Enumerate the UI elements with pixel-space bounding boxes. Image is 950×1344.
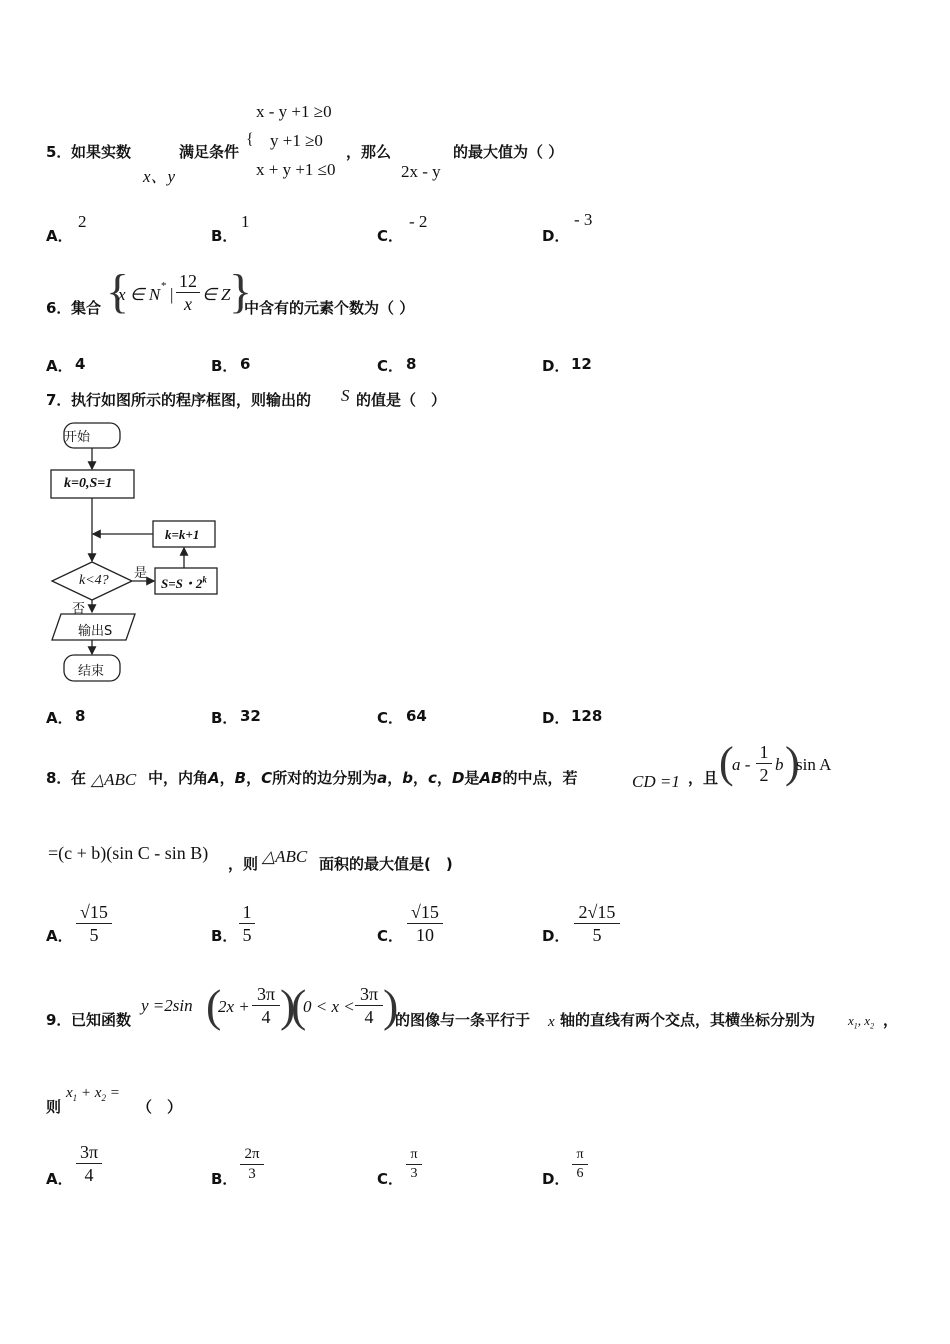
option-c-value bbox=[407, 901, 443, 946]
option-d-value: 128 bbox=[571, 707, 603, 725]
brace: { bbox=[246, 131, 254, 148]
x-axis-variable: x bbox=[548, 1014, 555, 1030]
fraction-denominator: 2 bbox=[759, 765, 769, 785]
text-segment: 是 bbox=[464, 769, 480, 787]
segment-ab: AB bbox=[479, 769, 503, 787]
separator: ， bbox=[246, 769, 262, 787]
separator: ， bbox=[413, 769, 429, 787]
option-d-value bbox=[574, 901, 620, 946]
fraction-denominator: 3 bbox=[248, 1166, 256, 1182]
objective-expression: 2x - y bbox=[401, 162, 441, 181]
option-a-value bbox=[76, 901, 112, 946]
flow-start-text: 开始 bbox=[64, 430, 91, 445]
option-a-label[interactable]: A． bbox=[46, 357, 73, 375]
option-b-label[interactable]: B． bbox=[211, 927, 238, 945]
fraction-numerator: √15 bbox=[407, 901, 443, 924]
fraction-numerator: √15 bbox=[76, 901, 112, 924]
fraction-numerator: 2√15 bbox=[574, 901, 620, 924]
question-text: 面积的最大值是( ) bbox=[319, 855, 453, 873]
angle-a: A bbox=[208, 769, 220, 787]
option-d-label[interactable]: D． bbox=[542, 927, 570, 945]
variables: x、y bbox=[143, 167, 176, 186]
option-a-value: 4 bbox=[75, 355, 86, 373]
right-paren: ) bbox=[280, 980, 296, 1031]
question-text: 的最大值为（ ） bbox=[453, 143, 564, 161]
triangle-abc: △ABC bbox=[262, 847, 308, 866]
fraction-denominator: x bbox=[184, 294, 192, 314]
domain-fraction bbox=[355, 983, 383, 1028]
set-fraction bbox=[176, 270, 200, 315]
angle-b: B bbox=[234, 769, 247, 787]
set-condition: ∈ Z bbox=[202, 285, 231, 304]
fraction-numerator: π bbox=[406, 1146, 422, 1165]
x2-symbol: , x bbox=[857, 1013, 871, 1028]
angle-c: C bbox=[261, 769, 273, 787]
flow-yes-label: 是 bbox=[134, 566, 148, 581]
set-element: x ∈ N bbox=[118, 285, 161, 304]
question-number: 8． bbox=[46, 769, 72, 787]
flow-init-text: k=0,S=1 bbox=[64, 476, 113, 491]
triangle-abc: △ABC bbox=[91, 770, 137, 789]
equation-line-2: =(c + b)(sin C - sin B) bbox=[48, 843, 209, 863]
question-number: 6． bbox=[46, 299, 72, 317]
right-paren: ) bbox=[785, 738, 800, 787]
fraction-denominator: 6 bbox=[576, 1166, 584, 1181]
fraction-numerator: 1 bbox=[756, 741, 772, 764]
set-right-brace: } bbox=[229, 265, 253, 318]
question-number: 7． bbox=[46, 391, 72, 409]
expr-b: b bbox=[775, 755, 784, 774]
option-c-label[interactable]: C． bbox=[377, 227, 404, 245]
option-b-value bbox=[240, 1145, 264, 1184]
point-d: D bbox=[451, 769, 465, 787]
fraction-denominator: 5 bbox=[592, 925, 602, 945]
set-left-brace: { bbox=[106, 265, 130, 318]
separator: ， bbox=[436, 769, 452, 787]
option-a-label[interactable]: A． bbox=[46, 709, 73, 727]
flow-body-text bbox=[161, 573, 207, 592]
separator: ， bbox=[219, 769, 235, 787]
set-superscript: * bbox=[161, 280, 167, 292]
separator: ， bbox=[387, 769, 403, 787]
condition-1: x - y +1 ≥0 bbox=[256, 102, 332, 121]
option-d-label[interactable]: D． bbox=[542, 357, 570, 375]
question-text: 如果实数 bbox=[71, 143, 132, 161]
question-text: ，那么 bbox=[346, 143, 392, 161]
fraction-denominator: 3 bbox=[410, 1166, 418, 1181]
equals: = bbox=[105, 1085, 120, 1101]
question-text bbox=[148, 767, 577, 788]
side-c: c bbox=[428, 769, 437, 787]
fraction-denominator: 4 bbox=[84, 1165, 94, 1185]
argument-fraction bbox=[252, 983, 280, 1028]
sin-a: sin A bbox=[796, 755, 832, 774]
option-b-label[interactable]: B． bbox=[211, 227, 238, 245]
option-d-label[interactable]: D． bbox=[542, 709, 570, 727]
flow-end-text: 结束 bbox=[78, 664, 105, 679]
option-a-value: 8 bbox=[75, 707, 86, 725]
question-text: ，且 bbox=[688, 769, 719, 787]
text-segment: 所对的边分别为 bbox=[272, 769, 378, 787]
half-fraction bbox=[756, 741, 772, 786]
domain-left: 0 < x < bbox=[303, 997, 355, 1016]
flow-update-text: k=k+1 bbox=[165, 527, 200, 542]
expr-a: a - bbox=[732, 755, 751, 774]
option-b-label[interactable]: B． bbox=[211, 709, 238, 727]
option-b-value bbox=[239, 901, 255, 946]
text-segment: 的中点，若 bbox=[502, 769, 578, 787]
argument-left: 2x + bbox=[218, 997, 250, 1016]
option-d-label[interactable]: D． bbox=[542, 1170, 570, 1188]
option-d-label[interactable]: D． bbox=[542, 227, 570, 245]
option-b-value: 1 bbox=[241, 212, 250, 231]
flow-condition-text: k<4? bbox=[79, 573, 109, 588]
condition-3: x + y +1 ≤0 bbox=[256, 160, 336, 179]
option-d-value: 12 bbox=[571, 355, 592, 373]
question-text: 轴的直线有两个交点，其横坐标分别为 bbox=[560, 1011, 816, 1029]
question-text: 在 bbox=[71, 769, 87, 787]
question-text: 执行如图所示的程序框图，则输出的 bbox=[71, 391, 312, 409]
flow-output-text: 输出S bbox=[78, 624, 113, 639]
option-a-label[interactable]: A． bbox=[46, 927, 73, 945]
question-text: 满足条件 bbox=[179, 143, 240, 161]
fraction-numerator: π bbox=[572, 1146, 588, 1165]
option-c-value bbox=[406, 1146, 422, 1183]
plus-x2: + x bbox=[77, 1085, 102, 1101]
question-number: 9． bbox=[46, 1011, 72, 1029]
option-b-value: 6 bbox=[240, 355, 251, 373]
fraction-numerator: 3π bbox=[355, 983, 383, 1006]
flow-body-main: S=S・2 bbox=[161, 576, 203, 591]
question-text: 已知函数 bbox=[71, 1011, 132, 1029]
question-text: 中含有的元素个数为（ ） bbox=[244, 299, 415, 317]
x1-x2 bbox=[848, 1013, 874, 1031]
option-b-label[interactable]: B． bbox=[211, 357, 238, 375]
subscript-2: 2 bbox=[101, 1093, 106, 1103]
left-paren: ( bbox=[291, 980, 307, 1031]
side-a: a bbox=[377, 769, 388, 787]
sum-expression bbox=[66, 1085, 120, 1103]
subscript-2: 2 bbox=[870, 1021, 875, 1031]
question-text: ，则 bbox=[228, 855, 259, 873]
fraction-denominator: 5 bbox=[242, 925, 252, 945]
fraction-denominator: 4 bbox=[364, 1007, 374, 1027]
fraction-numerator: 12 bbox=[176, 270, 200, 293]
fraction-denominator: 4 bbox=[261, 1007, 271, 1027]
option-c-label[interactable]: C． bbox=[377, 709, 404, 727]
option-d-value bbox=[572, 1146, 588, 1183]
side-b: b bbox=[402, 769, 414, 787]
option-c-value: 64 bbox=[406, 707, 427, 725]
question-text: 的图像与一条平行于 bbox=[395, 1011, 531, 1029]
fraction-numerator: 1 bbox=[239, 901, 255, 924]
fraction-denominator: 5 bbox=[89, 925, 99, 945]
subscript-1: 1 bbox=[72, 1093, 78, 1103]
option-c-label[interactable]: C． bbox=[377, 357, 404, 375]
option-a-value: 2 bbox=[78, 212, 87, 231]
function-head: y =2sin bbox=[141, 996, 193, 1015]
right-paren: ) bbox=[383, 980, 399, 1031]
output-variable: S bbox=[341, 386, 350, 405]
option-c-label[interactable]: C． bbox=[377, 927, 404, 945]
x1-symbol: x bbox=[66, 1085, 73, 1101]
option-a-label[interactable]: A． bbox=[46, 1170, 73, 1188]
option-a-label[interactable]: A． bbox=[46, 227, 73, 245]
option-a-value bbox=[76, 1141, 102, 1186]
option-c-label[interactable]: C． bbox=[377, 1170, 404, 1188]
question-text: 集合 bbox=[71, 299, 102, 317]
x1-symbol: x bbox=[848, 1013, 854, 1028]
question-text: 则 bbox=[46, 1098, 62, 1116]
left-paren: ( bbox=[719, 738, 734, 787]
question-number: 5． bbox=[46, 143, 72, 161]
set-bar: | bbox=[170, 285, 174, 304]
cd-condition: CD =1 bbox=[632, 772, 680, 791]
option-c-value: 8 bbox=[406, 355, 417, 373]
option-b-value: 32 bbox=[240, 707, 261, 725]
flowchart bbox=[40, 418, 240, 688]
option-b-label[interactable]: B． bbox=[211, 1170, 238, 1188]
option-d-value: - 3 bbox=[574, 210, 593, 229]
fraction-numerator: 3π bbox=[76, 1141, 102, 1164]
question-text: （ ） bbox=[137, 1098, 183, 1116]
fraction-numerator: 2π bbox=[240, 1145, 264, 1165]
condition-2: y +1 ≥0 bbox=[270, 131, 323, 150]
left-paren: ( bbox=[206, 980, 222, 1031]
option-c-value: - 2 bbox=[409, 212, 428, 231]
question-text: 的值是（ ） bbox=[356, 391, 447, 409]
flow-body-superscript: k bbox=[202, 574, 207, 585]
subscript-1: 1 bbox=[853, 1021, 858, 1031]
flow-no-label: 否 bbox=[72, 602, 86, 617]
fraction-numerator: 3π bbox=[252, 983, 280, 1006]
question-text: ， bbox=[883, 1011, 899, 1029]
fraction-denominator: 10 bbox=[416, 925, 434, 945]
text-segment: 中，内角 bbox=[148, 769, 209, 787]
